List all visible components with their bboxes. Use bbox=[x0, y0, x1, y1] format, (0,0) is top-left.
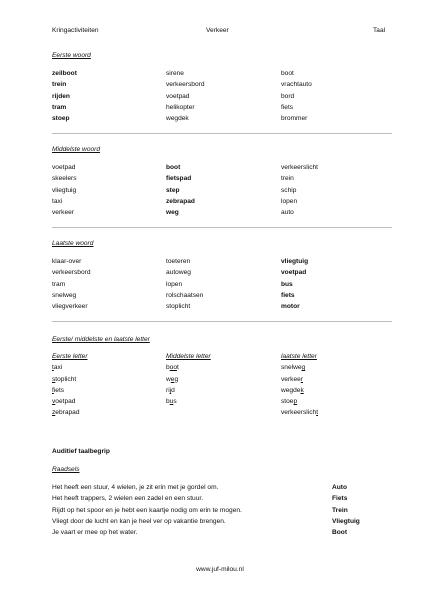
section-title-letters: Eerste/ middelste en laatste letter bbox=[52, 336, 150, 343]
word-cell: fiets bbox=[52, 386, 65, 394]
word-cell: zebrapad bbox=[52, 409, 80, 417]
header-right: Taal bbox=[373, 27, 386, 34]
word-cell: vliegtuig bbox=[52, 186, 77, 194]
table-row bbox=[52, 387, 392, 398]
word-cell: motor bbox=[281, 303, 300, 311]
word-cell: stoplicht bbox=[52, 375, 77, 383]
word-cell: toeteren bbox=[166, 258, 191, 265]
word-cell: fiets bbox=[281, 291, 295, 299]
word-cell: tram bbox=[52, 280, 66, 288]
word-cell: vliegverkeer bbox=[52, 303, 88, 311]
section-divider bbox=[52, 321, 392, 322]
riddle-question: Het heeft trappers, 2 wielen een zadel en een stuur. bbox=[52, 495, 204, 503]
word-cell: bus bbox=[166, 398, 177, 406]
word-cell: autoweg bbox=[166, 269, 191, 277]
word-cell: voetpad bbox=[281, 269, 307, 277]
riddle-answer: Vliegtuig bbox=[332, 517, 360, 525]
word-cell: schip bbox=[281, 186, 297, 194]
table-row bbox=[52, 292, 392, 303]
table-row bbox=[52, 281, 392, 292]
word-cell: rijden bbox=[52, 92, 70, 100]
middelste-word-grid bbox=[52, 164, 392, 220]
word-cell: boot bbox=[281, 70, 294, 77]
riddle-list bbox=[52, 484, 360, 540]
word-cell: boot bbox=[166, 364, 179, 372]
word-cell: skeelers bbox=[52, 175, 77, 183]
word-cell: fietspad bbox=[166, 175, 192, 183]
word-cell: vrachtauto bbox=[281, 81, 312, 89]
word-cell: rijd bbox=[166, 386, 175, 394]
column-header: Eerste letter bbox=[52, 353, 88, 360]
table-row bbox=[52, 164, 392, 175]
word-cell: boot bbox=[166, 164, 181, 171]
header-left: Kringactiviteiten bbox=[52, 27, 99, 34]
word-cell: lopen bbox=[166, 280, 183, 288]
word-cell: trein bbox=[52, 81, 67, 89]
word-cell: taxi bbox=[52, 197, 63, 205]
table-row bbox=[52, 104, 392, 115]
riddle-answer: Trein bbox=[332, 506, 348, 514]
word-cell: rolschaatsen bbox=[166, 291, 204, 299]
word-cell: snelweg bbox=[281, 364, 306, 372]
riddle-question: Rijdt op het spoor en je hebt een kaartje nodig om erin te mogen. bbox=[52, 506, 242, 514]
list-item bbox=[52, 529, 352, 540]
header-center: Verkeer bbox=[206, 27, 229, 34]
laatste-word-grid bbox=[52, 258, 392, 314]
list-item bbox=[52, 495, 352, 506]
word-cell: trein bbox=[281, 175, 294, 183]
table-row bbox=[52, 70, 392, 81]
word-cell: fiets bbox=[281, 103, 294, 111]
table-row bbox=[52, 364, 392, 375]
word-cell: wegdek bbox=[166, 115, 189, 123]
word-cell: voetpad bbox=[166, 92, 190, 100]
riddle-answer: Auto bbox=[332, 484, 348, 491]
table-row bbox=[52, 198, 392, 209]
section-divider bbox=[52, 133, 392, 134]
word-cell: voetpad bbox=[52, 398, 76, 406]
table-row bbox=[52, 269, 392, 280]
eerste-word-grid bbox=[52, 70, 392, 126]
column-header: laatste letter bbox=[281, 353, 317, 360]
word-cell: brommer bbox=[281, 115, 308, 123]
word-cell: stoplicht bbox=[166, 303, 191, 311]
list-item bbox=[52, 484, 352, 495]
word-cell: snelweg bbox=[52, 291, 77, 299]
word-cell: voetpad bbox=[52, 164, 76, 171]
word-cell: tram bbox=[52, 103, 67, 111]
table-row bbox=[52, 303, 392, 314]
word-cell: verkeerslicht bbox=[281, 164, 319, 171]
section-title-middelste: Middelste woord bbox=[52, 146, 101, 153]
page-header bbox=[0, 27, 440, 37]
riddle-question: Het heeft een stuur, 4 wielen, je zit erin met je gordel om. bbox=[52, 484, 219, 491]
word-cell: verkeer bbox=[52, 209, 74, 217]
word-cell: bus bbox=[281, 280, 293, 288]
column-header-row bbox=[52, 353, 392, 364]
section-title-raadsels: Raadsels bbox=[52, 466, 80, 473]
riddle-question: Je vaart er mee op het water. bbox=[52, 529, 138, 537]
word-cell: verkeerslicht bbox=[281, 409, 319, 417]
riddle-question: Vliegt door de lucht en kan je heel ver op vakantie brengen. bbox=[52, 517, 226, 525]
word-cell: zebrapad bbox=[166, 197, 195, 205]
word-cell: weg bbox=[166, 209, 179, 217]
table-row bbox=[52, 187, 392, 198]
table-row bbox=[52, 115, 392, 126]
word-cell: auto bbox=[281, 209, 294, 217]
section-title-laatste: Laatste woord bbox=[52, 240, 94, 247]
word-cell: klaar-over bbox=[52, 258, 82, 265]
word-cell: weg bbox=[166, 375, 179, 383]
word-cell: helikopter bbox=[166, 103, 195, 111]
word-cell: zeilboot bbox=[52, 70, 77, 77]
table-row bbox=[52, 398, 392, 409]
word-cell: bord bbox=[281, 92, 295, 100]
word-cell: step bbox=[166, 186, 180, 194]
table-row bbox=[52, 258, 392, 269]
section-title-eerste: Eerste woord bbox=[52, 52, 91, 59]
table-row bbox=[52, 93, 392, 104]
word-cell: vliegtuig bbox=[281, 258, 309, 265]
word-cell: verkeersbord bbox=[52, 269, 91, 277]
riddle-answer: Boot bbox=[332, 529, 348, 537]
footer-website: www.juf-milou.nl bbox=[196, 566, 244, 573]
table-row bbox=[52, 409, 392, 420]
table-row bbox=[52, 209, 392, 220]
word-cell: verkeer bbox=[281, 375, 303, 383]
table-row bbox=[52, 175, 392, 186]
word-cell: verkeersbord bbox=[166, 81, 205, 89]
section-title-auditief: Auditief taalbegrip bbox=[52, 448, 110, 455]
list-item bbox=[52, 507, 352, 518]
word-cell: wegdek bbox=[281, 386, 304, 394]
column-header: Middelste letter bbox=[166, 353, 211, 360]
word-cell: taxi bbox=[52, 364, 63, 372]
word-cell: stoep bbox=[52, 115, 70, 123]
list-item bbox=[52, 517, 360, 529]
word-cell: sirene bbox=[166, 70, 184, 77]
table-row bbox=[52, 376, 392, 387]
word-cell: stoep bbox=[281, 398, 298, 406]
letters-grid bbox=[52, 353, 392, 421]
section-divider bbox=[52, 227, 392, 228]
table-row bbox=[52, 81, 392, 92]
word-cell: lopen bbox=[281, 197, 298, 205]
riddle-answer: Fiets bbox=[332, 495, 348, 503]
